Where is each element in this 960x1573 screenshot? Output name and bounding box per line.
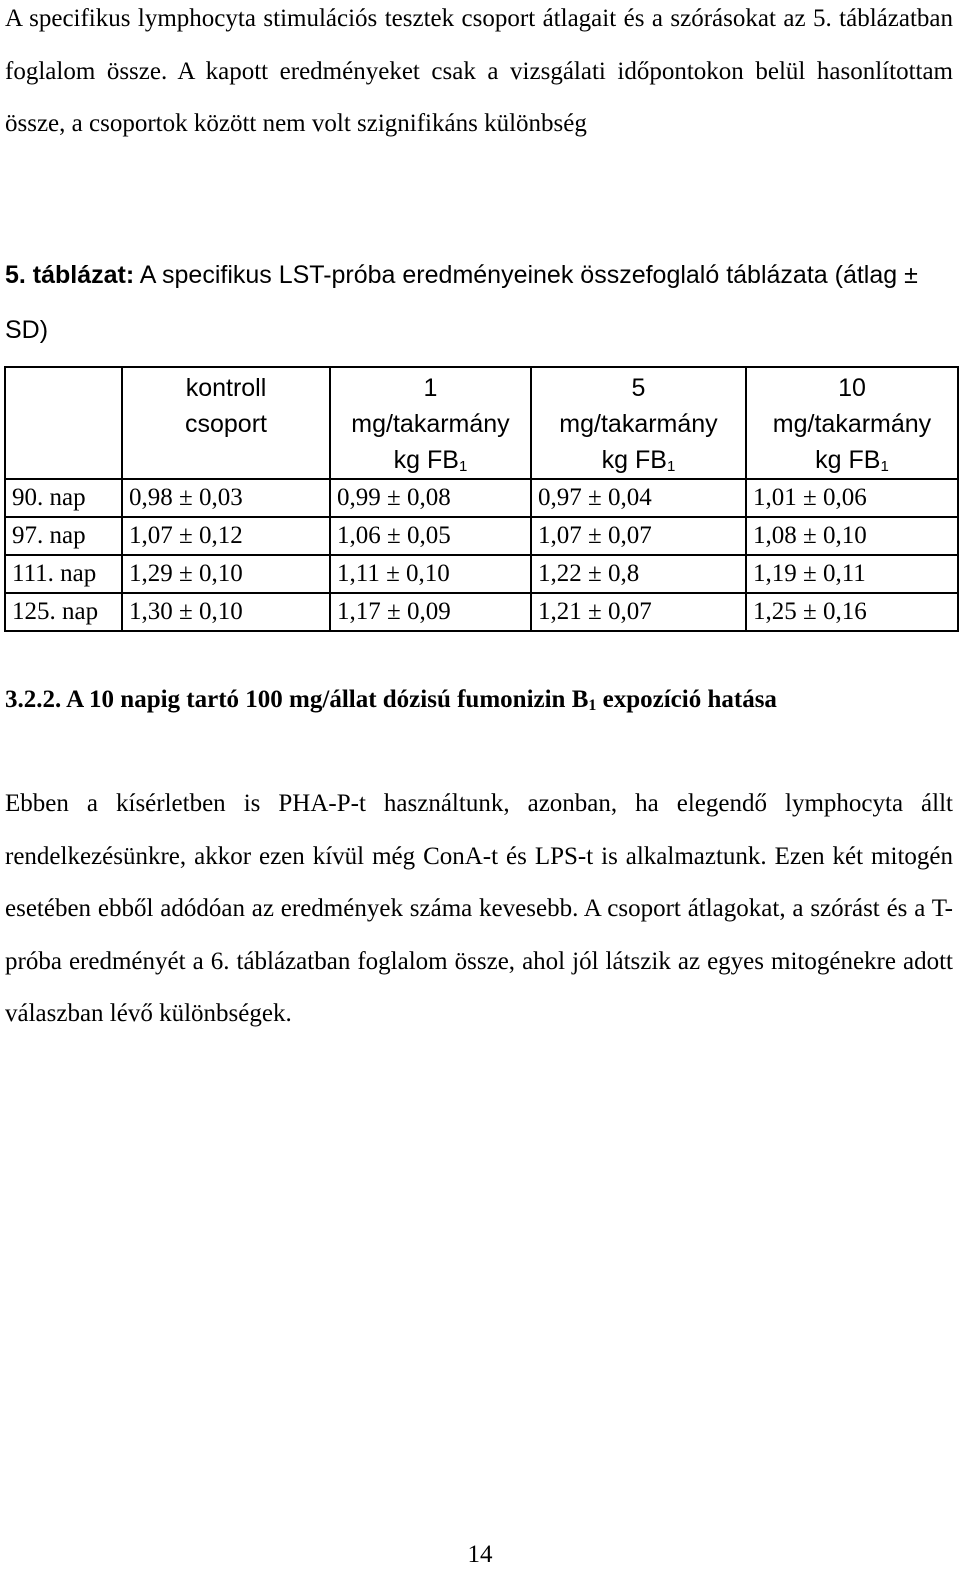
header-cell-dose-5 <box>531 367 746 479</box>
table-row <box>5 479 958 517</box>
header-subscript: 1 <box>666 458 676 475</box>
header-line: 10 <box>838 374 866 402</box>
header-line <box>333 442 528 478</box>
table-cell: 1,01 ± 0,06 <box>746 479 958 517</box>
body-paragraph: Ebben a kísérletben is PHA-P-t használtunk, azonban, ha elegendő lymphocyta állt rendelkezésünkre, akkor ezen kívül még ConA-t és LPS-t is alkalmaztunk. Ezen két mitogén esetében ebből adódóan az eredmények száma kevesebb. A csoport átlagokat, a szórást és a T-próba eredményét a 6. táblázatban foglalom össze, ahol jól látszik az egyes mitogénekre adott válaszban lévő különbségek. <box>5 790 953 1027</box>
header-line: kontroll <box>185 374 267 402</box>
section-heading-subscript: 1 <box>588 697 597 714</box>
header-line: 5 <box>631 374 646 402</box>
header-line: mg/takarmány <box>772 410 932 438</box>
section-heading <box>5 678 777 722</box>
table-cell: 1,07 ± 0,07 <box>531 517 746 555</box>
header-line <box>749 442 955 478</box>
header-unit: kg FB <box>393 446 459 474</box>
table-caption <box>5 248 953 358</box>
page-number: 14 <box>467 1541 493 1568</box>
table-row <box>5 593 958 631</box>
table-row <box>5 517 958 555</box>
table-header-row <box>5 367 958 479</box>
table-cell: 0,98 ± 0,03 <box>122 479 330 517</box>
header-subscript: 1 <box>880 458 889 475</box>
header-line: 1 <box>423 374 438 402</box>
table-cell: 0,97 ± 0,04 <box>531 479 746 517</box>
table-cell: 1,21 ± 0,07 <box>531 593 746 631</box>
header-cell-control <box>122 367 330 479</box>
table-cell: 1,08 ± 0,10 <box>746 517 958 555</box>
table-cell: 1,06 ± 0,05 <box>330 517 531 555</box>
header-cell-dose-10 <box>746 367 958 479</box>
header-cell-empty <box>5 367 122 479</box>
table-cell: 1,17 ± 0,09 <box>330 593 531 631</box>
section-heading-text: 3.2.2. A 10 napig tartó 100 mg/állat dózisú fumonizin B <box>5 686 589 713</box>
table-cell: 1,07 ± 0,12 <box>122 517 330 555</box>
table-caption-label: 5. táblázat: <box>5 261 135 289</box>
intro-paragraph: A specifikus lymphocyta stimulációs tesztek csoport átlagait és a szórásokat az 5. táblázatban foglalom össze. A kapott eredményeket csak a vizsgálati időpontokon belül hasonlítottam össze, a csoportok között nem volt szignifikáns különbség <box>5 5 953 137</box>
header-line: csoport <box>185 410 267 438</box>
table-cell: 1,30 ± 0,10 <box>122 593 330 631</box>
table-cell: 1,25 ± 0,16 <box>746 593 958 631</box>
header-line: mg/takarmány <box>559 410 718 438</box>
table-row <box>5 555 958 593</box>
section-heading-tail: expozíció hatása <box>596 686 777 713</box>
row-day-label: 90. nap <box>5 479 122 517</box>
header-line: mg/takarmány <box>351 410 510 438</box>
header-unit: kg FB <box>815 446 881 474</box>
row-day-label: 97. nap <box>5 517 122 555</box>
row-day-label: 125. nap <box>5 593 122 631</box>
header-subscript: 1 <box>458 458 468 475</box>
table-cell: 1,19 ± 0,11 <box>746 555 958 593</box>
header-line <box>534 442 743 478</box>
table-cell: 0,99 ± 0,08 <box>330 479 531 517</box>
table-cell: 1,11 ± 0,10 <box>330 555 531 593</box>
row-day-label: 111. nap <box>5 555 122 593</box>
header-unit: kg FB <box>601 446 667 474</box>
table-caption-text: A specifikus LST-próba eredményeinek összefoglaló táblázata (átlag ± SD) <box>5 261 918 344</box>
header-cell-dose-1 <box>330 367 531 479</box>
table-cell: 1,29 ± 0,10 <box>122 555 330 593</box>
table-cell: 1,22 ± 0,8 <box>531 555 746 593</box>
results-table <box>4 366 959 632</box>
